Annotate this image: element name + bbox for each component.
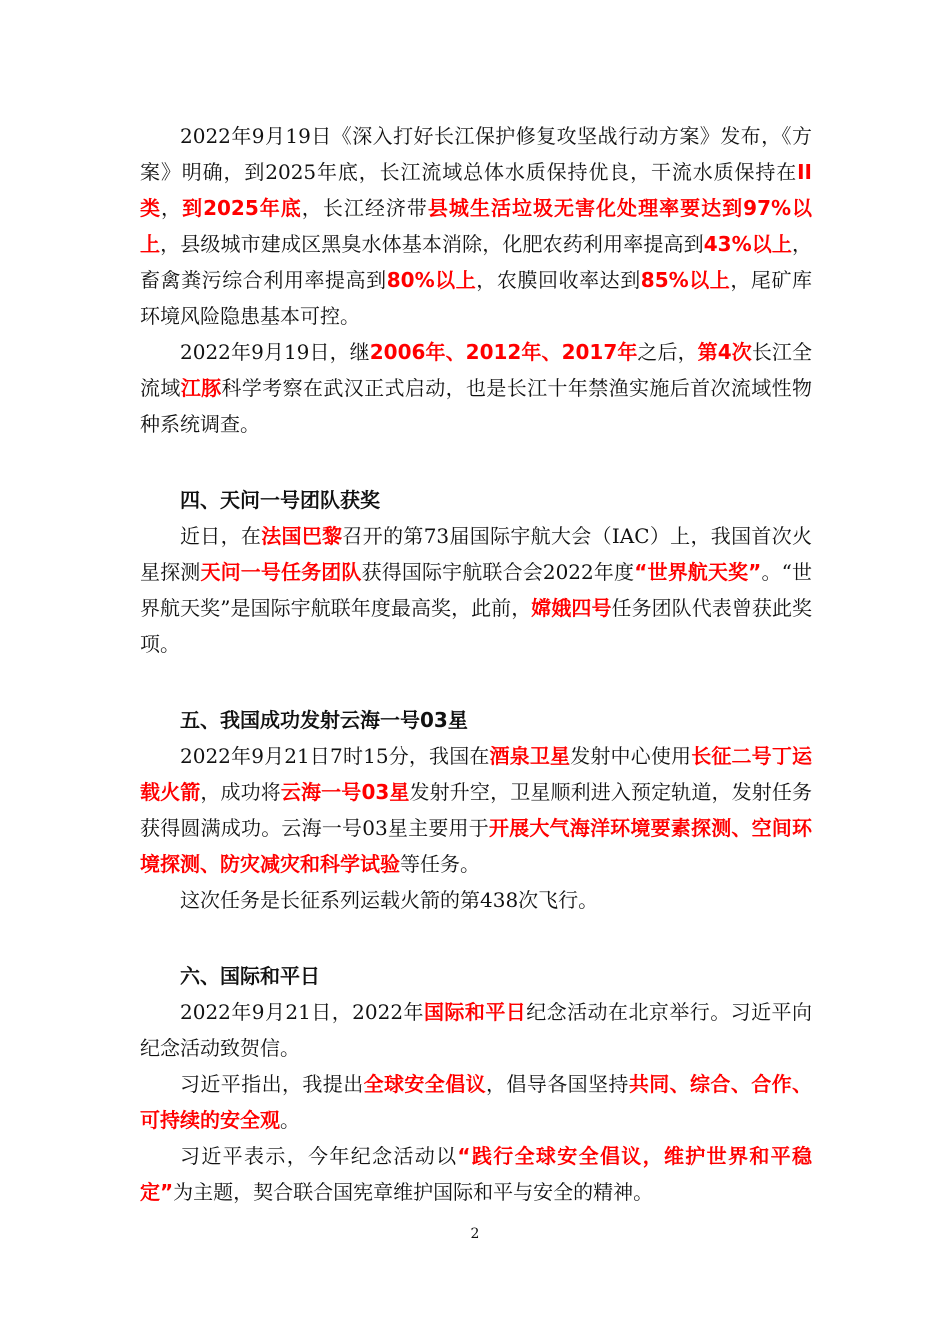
body-text: ，农膜回收率达到 — [476, 268, 641, 292]
body-text: 等任务。 — [400, 852, 480, 876]
body-text: 。“世界航天奖”是国际宇航联年度最高奖，此前， — [140, 560, 812, 620]
body-text: ，畜禽粪污综合利用率提高到 — [140, 232, 813, 292]
paragraph — [140, 1066, 812, 1138]
highlighted-text: 到2025年底 — [182, 196, 302, 220]
highlighted-text: 2006年、2012年、2017年 — [369, 340, 638, 364]
body-text: 近日，在 — [180, 524, 262, 548]
section-gap — [140, 442, 812, 482]
body-text: ，尾矿库环境风险隐患基本可控。 — [140, 268, 813, 328]
highlighted-text: 云海一号03星 — [280, 780, 410, 804]
body-text: 纪念活动在北京举行。习近平向纪念活动致贺信。 — [140, 1000, 813, 1060]
body-text: 习近平表示，今年纪念活动以 — [180, 1144, 458, 1168]
body-text: 2022年9月21日，2022年 — [180, 1000, 424, 1024]
body-text: 2022年9月19日《深入打好长江保护修复攻坚战行动方案》发布，《方案》明确，到2025年底，长江流域总体水质保持优良，干流水质保持在 — [140, 124, 812, 184]
body-text: 召开的第73届国际宇航大会（IAC）上，我国首次火星探测 — [140, 524, 813, 584]
body-text: 。 — [280, 1108, 300, 1132]
body-text: 2022年9月21日7时15分，我国在 — [180, 744, 490, 768]
highlighted-text: 43%以上 — [703, 232, 793, 256]
body-text: ， — [161, 196, 183, 220]
body-text: ，长江经济带 — [301, 196, 428, 220]
body-text: ，县级城市建成区黑臭水体基本消除，化肥农药利用率提高到 — [160, 232, 704, 256]
highlighted-text: 全球安全倡议 — [363, 1072, 487, 1096]
body-text: 长江全流域 — [140, 340, 813, 400]
body-text: 发射中心使用 — [570, 744, 692, 768]
body-text: 任务团队代表曾获此奖项。 — [140, 596, 812, 656]
highlighted-text: 开展大气海洋环境要素探测、空间环境探测、防灾减灾和科学试验 — [140, 816, 813, 876]
highlighted-text: II类 — [140, 160, 812, 220]
paragraph — [140, 518, 812, 662]
highlighted-text: 天问一号任务团队 — [200, 560, 362, 584]
paragraph — [140, 1138, 812, 1210]
paragraph — [140, 118, 812, 334]
section-heading: 五、我国成功发射云海一号03星 — [180, 708, 468, 732]
document-body — [140, 118, 812, 1210]
body-text: 发射升空，卫星顺利进入预定轨道，发射任务获得圆满成功。云海一号03星主要用于 — [140, 780, 813, 840]
paragraph — [140, 994, 812, 1066]
highlighted-text: “世界航天奖” — [634, 560, 762, 584]
body-text: 为主题，契合联合国宪章维护国际和平与安全的精神。 — [173, 1180, 654, 1204]
section-gap — [140, 662, 812, 702]
highlighted-text: 85%以上 — [640, 268, 731, 292]
highlighted-text: 江豚 — [180, 376, 222, 400]
highlighted-text: 嫦娥四号 — [531, 596, 612, 620]
highlighted-text: 酒泉卫星 — [489, 744, 571, 768]
highlighted-text: 法国巴黎 — [261, 524, 343, 548]
highlighted-text: 县城生活垃圾无害化处理率要达到97%以上 — [140, 196, 813, 256]
highlighted-text: 国际和平日 — [423, 1000, 527, 1024]
section-gap — [140, 918, 812, 958]
body-text: ，倡导各国坚持 — [486, 1072, 629, 1096]
highlighted-text: “践行全球安全倡议，维护世界和平稳定” — [140, 1144, 812, 1204]
section-heading: 四、天问一号团队获奖 — [180, 488, 380, 512]
paragraph — [140, 334, 812, 442]
body-text: 之后， — [637, 340, 698, 364]
paragraph — [140, 738, 812, 882]
highlighted-text: 长征二号丁运载火箭 — [140, 744, 813, 804]
highlighted-text: 80%以上 — [386, 268, 477, 292]
section-heading: 六、国际和平日 — [180, 964, 320, 988]
highlighted-text: 共同、综合、合作、可持续的安全观 — [140, 1072, 813, 1132]
body-text: ，成功将 — [200, 780, 281, 804]
body-text: 习近平指出，我提出 — [180, 1072, 364, 1096]
body-text: 科学考察在武汉正式启动，也是长江十年禁渔实施后首次流域性物种系统调查。 — [140, 376, 812, 436]
highlighted-text: 第4次 — [697, 340, 752, 364]
page-number: 2 — [470, 1226, 480, 1242]
paragraph — [140, 882, 812, 918]
body-text: 这次任务是长征系列运载火箭的第438次飞行。 — [180, 888, 599, 912]
body-text: 2022年9月19日，继 — [180, 340, 370, 364]
body-text: 获得国际宇航联合会2022年度 — [361, 560, 635, 584]
